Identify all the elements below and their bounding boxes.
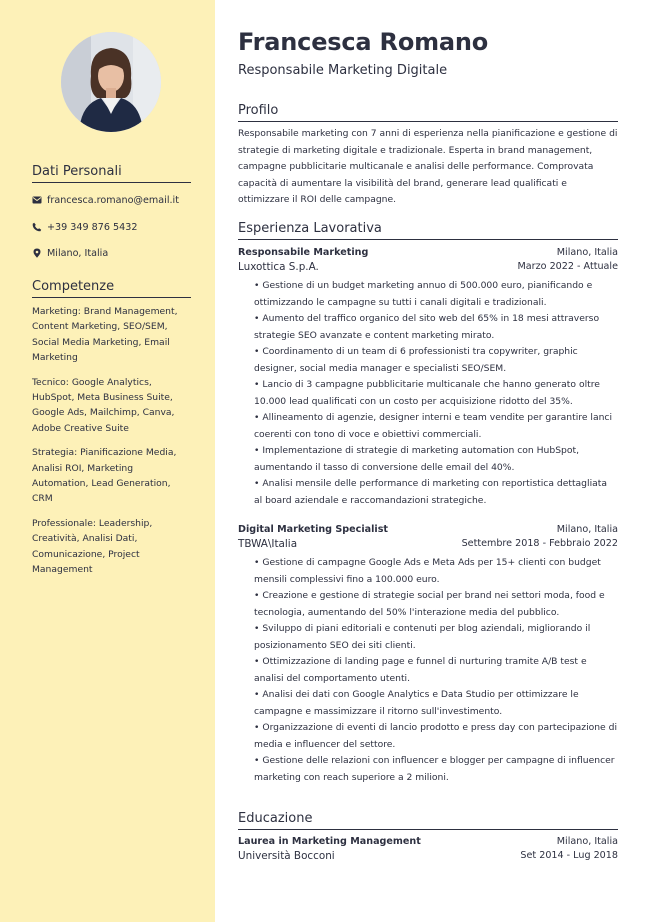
job-bullet: • Lancio di 3 campagne pubblicitarie multicanale che hanno generato oltre 10.000 lead qualificati con un costo per acquisizione ridotto del 35%. (254, 379, 600, 407)
contact-phone-text: +39 349 876 5432 (47, 221, 138, 233)
job-bullet: • Gestione di campagne Google Ads e Meta Ads per 15+ clienti con budget mensili complessivi fino a 100.000 euro. (254, 557, 601, 585)
education-location: Milano, Italia (556, 836, 618, 847)
skill-professional: Professionale: Leadership, Creatività, Analisi Dati, Comunicazione, Project Management (32, 517, 153, 576)
job-bullet: • Coordinamento di un team di 6 professionisti tra copywriter, graphic designer, social media manager e specialisti SEO/SEM. (254, 346, 578, 374)
portrait-image (61, 32, 161, 132)
candidate-name: Francesca Romano (238, 28, 489, 56)
job-entry (238, 246, 618, 509)
contact-phone (32, 220, 191, 234)
experience-section (238, 221, 618, 786)
phone-icon (32, 222, 42, 232)
contact-email (32, 193, 191, 207)
job-bullet: • Sviluppo di piani editoriali e contenuti per blog aziendali, migliorando il posizionamento SEO dei siti clienti. (254, 623, 591, 651)
contact-location-text: Milano, Italia (47, 247, 109, 259)
job-location: Milano, Italia (556, 524, 618, 535)
job-bullet: • Gestione delle relazioni con influencer e blogger per campagne di influencer marketing con reach superiore a 2 milioni. (254, 755, 615, 783)
job-bullet: • Gestione di un budget marketing annuo di 500.000 euro, pianificando e ottimizzando le campagne su tutti i canali digitali e tradizionali. (254, 280, 593, 308)
job-bullets (254, 555, 618, 786)
job-role: Responsabile Marketing (238, 247, 369, 258)
personal-data-section (32, 164, 191, 260)
job-bullet: • Analisi mensile delle performance di marketing con reportistica dettagliata al board aziendale e raccomandazioni strategiche. (254, 478, 607, 506)
skill-marketing: Marketing: Brand Management, Content Marketing, SEO/SEM, Social Media Marketing, Email Marketing (32, 306, 178, 364)
job-entry (238, 523, 618, 786)
job-company: TBWA\Italia (238, 538, 298, 550)
job-bullet: • Creazione e gestione di strategie social per brand nei settori moda, food e tecnologia, aumentando del 50% l'interazione media del pubblico. (254, 590, 605, 618)
job-bullet: • Aumento del traffico organico del sito web del 65% in 18 mesi attraverso strategie SEO avanzate e content marketing mirato. (254, 313, 600, 341)
profile-photo (61, 32, 161, 132)
experience-heading: Esperienza Lavorativa (238, 221, 618, 240)
profile-text: Responsabile marketing con 7 anni di esperienza nella pianificazione e gestione di strategie di marketing digitale e tradizionale. Esperta in brand management, campagne pubblicitarie multicanale e analisi delle performance. Comprovata capacità di aumentare la visibilità del brand, generare lead qualificati e ottimizzare il ROI delle campagne. (238, 128, 618, 205)
email-icon (32, 195, 42, 205)
job-dates: Marzo 2022 - Attuale (517, 261, 618, 272)
contact-location (32, 246, 191, 260)
skill-strategy: Strategia: Pianificazione Media, Analisi ROI, Marketing Automation, Lead Generation, CRM (32, 447, 177, 505)
job-company: Luxottica S.p.A. (238, 261, 319, 273)
skills-heading: Competenze (32, 279, 191, 298)
skills-section (32, 279, 191, 587)
job-bullet: • Ottimizzazione di landing page e funnel di nurturing tramite A/B test e analisi del comportamento utenti. (254, 656, 587, 684)
candidate-title: Responsabile Marketing Digitale (238, 63, 448, 78)
education-school: Università Bocconi (238, 850, 335, 862)
job-bullet: • Analisi dei dati con Google Analytics e Data Studio per ottimizzare le campagne e massimizzare il ritorno sull'investimento. (254, 689, 579, 717)
personal-data-heading: Dati Personali (32, 164, 191, 183)
education-dates: Set 2014 - Lug 2018 (520, 850, 618, 861)
job-location: Milano, Italia (556, 247, 618, 258)
contact-email-text: francesca.romano@email.it (47, 194, 179, 206)
education-entry (238, 835, 618, 863)
skill-technical: Tecnico: Google Analytics, HubSpot, Meta Business Suite, Google Ads, Mailchimp, Canva, Adobe Creative Suite (32, 376, 175, 434)
education-heading: Educazione (238, 811, 618, 830)
job-dates: Settembre 2018 - Febbraio 2022 (461, 538, 618, 549)
education-degree: Laurea in Marketing Management (238, 836, 421, 847)
job-bullet: • Allineamento di agenzie, designer interni e team vendite per garantire lanci coerenti con tono di voce e obiettivi commerciali. (254, 412, 613, 440)
education-section (238, 811, 618, 863)
profile-section (238, 103, 618, 209)
profile-heading: Profilo (238, 103, 618, 122)
job-role: Digital Marketing Specialist (238, 524, 388, 535)
job-bullet: • Organizzazione di eventi di lancio prodotto e press day con partecipazione di media e influencer del settore. (254, 722, 618, 750)
job-bullet: • Implementazione di strategie di marketing automation con HubSpot, aumentando il tasso di conversione delle email del 40%. (254, 445, 579, 473)
location-pin-icon (32, 248, 42, 258)
job-bullets (254, 278, 618, 509)
